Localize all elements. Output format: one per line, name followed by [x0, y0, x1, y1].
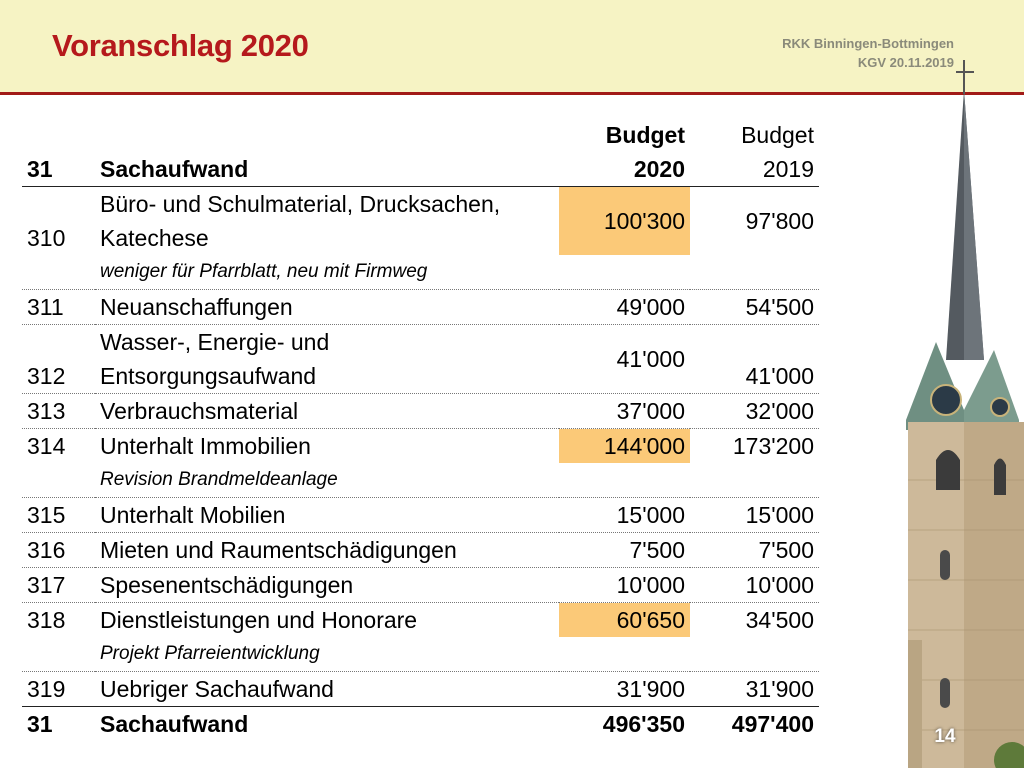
budget-2019-value: 15'000 — [690, 498, 819, 533]
account-name: Büro- und Schulmaterial, Drucksachen, Katechese — [100, 191, 501, 251]
header-account-number: 31 — [22, 116, 95, 187]
table-row — [22, 187, 819, 256]
account-name: Mieten und Raumentschädigungen — [95, 533, 559, 568]
organization-name: RKK Binningen-Bottmingen — [782, 36, 954, 51]
budget-2020-value: 7'500 — [559, 533, 690, 568]
account-number: 310 — [27, 225, 66, 251]
account-name: Uebriger Sachaufwand — [100, 676, 334, 702]
budget-2019-value: 97'800 — [745, 208, 814, 234]
table-header-row — [22, 116, 819, 187]
budget-2019-value: 32'000 — [690, 394, 819, 429]
account-number: 317 — [22, 568, 95, 603]
budget-2019-value: 54'500 — [690, 290, 819, 325]
slide-title: Voranschlag 2020 — [52, 28, 309, 63]
budget-2020-value: 15'000 — [559, 498, 690, 533]
account-name: Dienstleistungen und Honorare — [100, 607, 418, 633]
header-account-name: Sachaufwand — [95, 116, 559, 187]
budget-2019-value: 7'500 — [690, 533, 819, 568]
note-row — [22, 637, 819, 672]
account-number: 316 — [22, 533, 95, 568]
table-row — [22, 498, 819, 533]
table-row — [22, 290, 819, 325]
account-number: 319 — [27, 676, 66, 702]
row-note: Projekt Pfarreientwicklung — [95, 637, 559, 672]
budget-table — [22, 116, 819, 741]
budget-2019-value: 34'500 — [745, 607, 814, 633]
total-budget-2019: 497'400 — [690, 707, 819, 742]
total-account-name: Sachaufwand — [95, 707, 559, 742]
account-number: 311 — [22, 290, 95, 325]
table-row — [22, 672, 819, 707]
account-name: Unterhalt Immobilien — [100, 433, 311, 459]
header-budget-2019: Budget 2019 — [690, 116, 819, 187]
header-budget-2020: Budget 2020 — [559, 116, 690, 187]
account-number: 313 — [22, 394, 95, 429]
table-row — [22, 568, 819, 603]
account-name: Verbrauchsmaterial — [95, 394, 559, 429]
church-tower-image — [884, 60, 1024, 768]
account-number: 312 — [22, 325, 95, 394]
budget-2020-value: 37'000 — [559, 394, 690, 429]
table-row — [22, 603, 819, 638]
account-name: Neuanschaffungen — [95, 290, 559, 325]
budget-2019-value: 173'200 — [732, 433, 814, 459]
account-number: 318 — [27, 607, 66, 633]
total-row — [22, 707, 819, 742]
budget-2020-value: 31'900 — [616, 676, 685, 702]
account-name: Wasser-, Energie- und Entsorgungsaufwand — [95, 325, 559, 394]
row-note: weniger für Pfarrblatt, neu mit Firmweg — [95, 255, 559, 290]
budget-2019-value: 31'900 — [745, 676, 814, 702]
budget-2020-value: 60'650 — [559, 603, 690, 638]
page-number: 14 — [934, 726, 956, 747]
budget-2020-value: 144'000 — [559, 429, 690, 464]
account-number: 314 — [27, 433, 66, 459]
budget-2020-value: 41'000 — [559, 325, 690, 394]
note-row — [22, 255, 819, 290]
budget-2019-value: 41'000 — [690, 325, 819, 394]
table-row — [22, 325, 819, 394]
budget-2019-value: 10'000 — [690, 568, 819, 603]
table-row — [22, 429, 819, 464]
table-row — [22, 533, 819, 568]
slide-header — [0, 0, 1024, 95]
row-note: Revision Brandmeldeanlage — [95, 463, 559, 498]
total-budget-2020: 496'350 — [559, 707, 690, 742]
budget-2020-value: 10'000 — [559, 568, 690, 603]
total-account-number: 31 — [22, 707, 95, 742]
meeting-date: KGV 20.11.2019 — [857, 55, 954, 70]
budget-2020-value: 49'000 — [559, 290, 690, 325]
account-name: Unterhalt Mobilien — [95, 498, 559, 533]
account-name: Spesenentschädigungen — [95, 568, 559, 603]
account-number: 315 — [22, 498, 95, 533]
budget-2020-value: 100'300 — [559, 187, 690, 256]
table-row — [22, 394, 819, 429]
note-row — [22, 463, 819, 498]
